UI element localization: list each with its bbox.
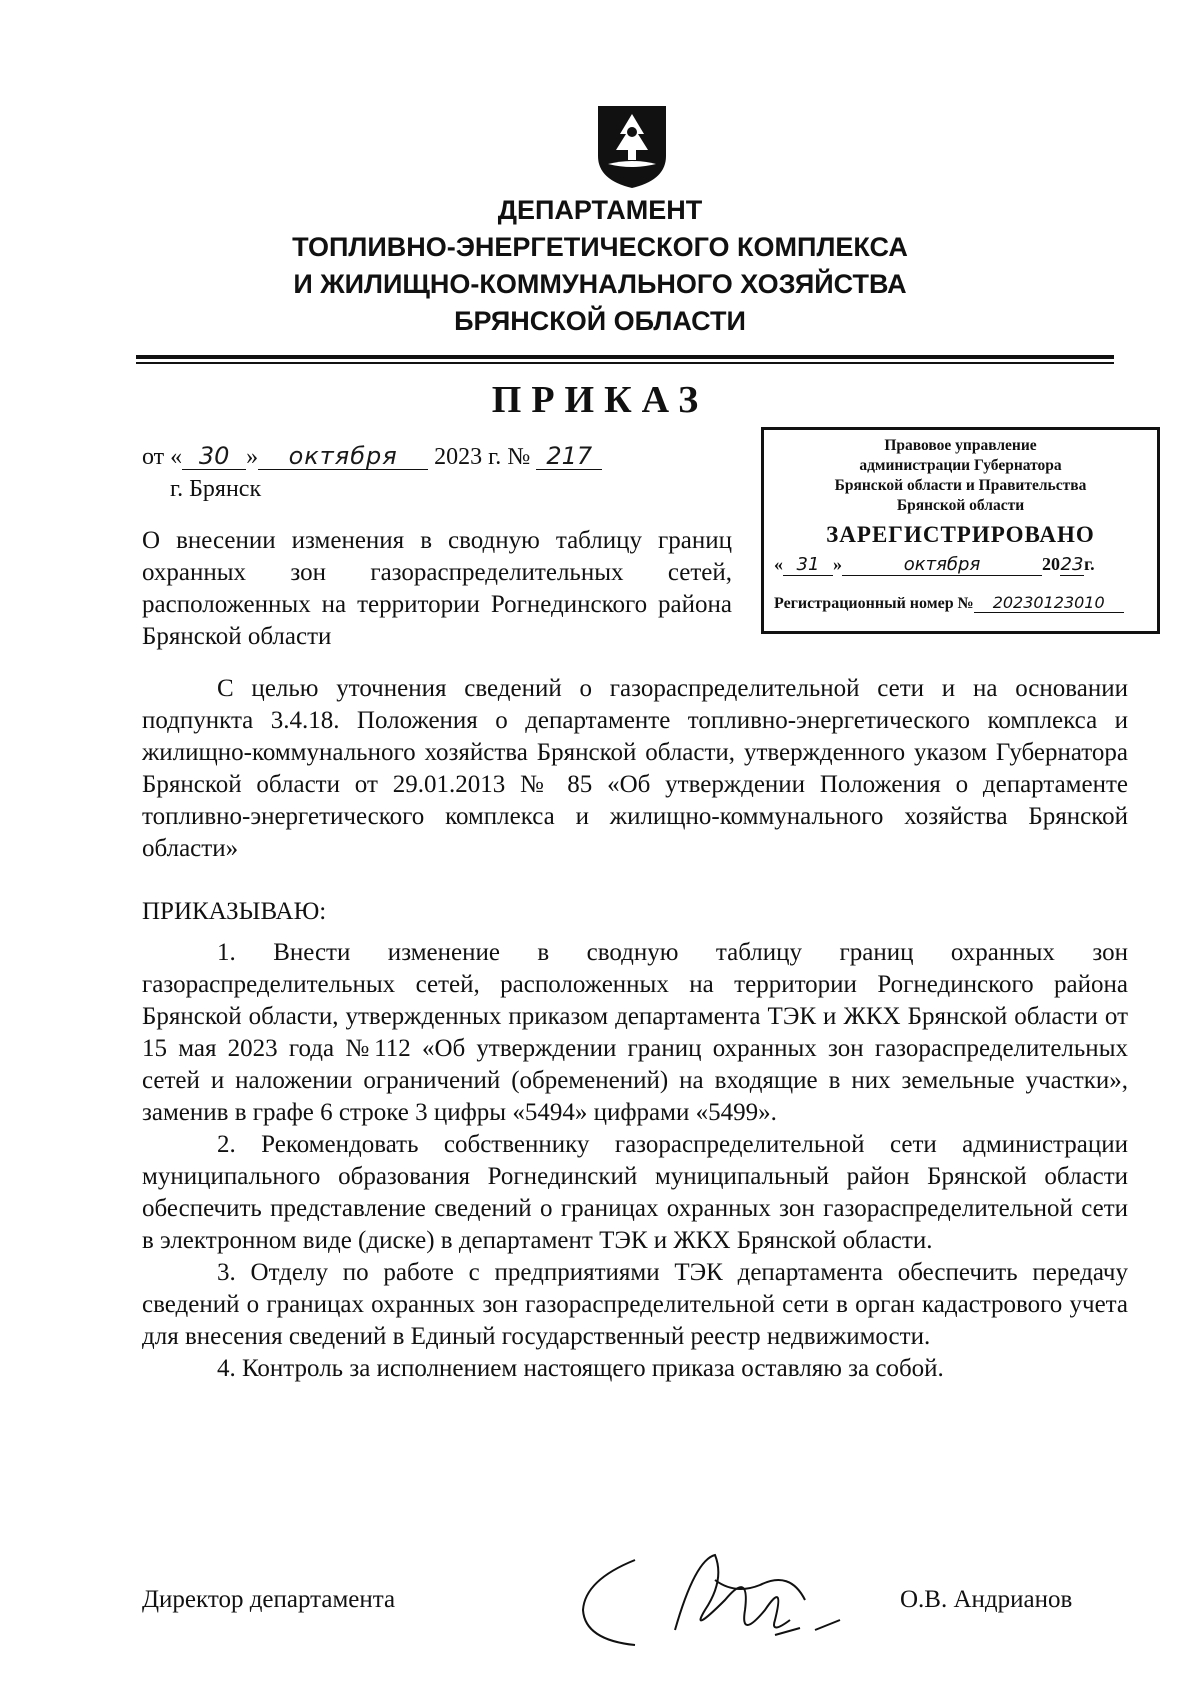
order-city: г. Брянск: [170, 476, 262, 502]
dept-line-4: БРЯНСКОЙ ОБЛАСТИ: [454, 306, 746, 336]
stamp-line-1: Правовое управление: [884, 437, 1037, 454]
order-items: [142, 937, 1128, 1385]
registration-stamp: [761, 427, 1160, 634]
stamp-month: октября: [842, 554, 1042, 576]
handwritten-signature: [575, 1540, 885, 1650]
order-word: ПРИКАЗЫВАЮ:: [142, 898, 327, 925]
order-item-4: 4. Контроль за исполнением настоящего приказа оставляю за собой.: [217, 1355, 944, 1382]
stamp-date-row: [774, 554, 1147, 576]
department-header: [0, 192, 1200, 340]
order-year: 2023 г.: [434, 444, 502, 470]
stamp-line-4: Брянской области: [896, 497, 1025, 514]
stamp-status: ЗАРЕГИСТРИРОВАНО: [826, 522, 1095, 547]
preamble: [142, 673, 1128, 865]
stamp-open-quote: «: [774, 554, 783, 574]
day-close-quote: »: [246, 444, 259, 470]
header-divider-thick: [136, 355, 1114, 359]
stamp-reg-row: [774, 593, 1147, 613]
handwritten-order-number: 217: [536, 443, 602, 470]
stamp-close-quote: »: [833, 554, 842, 574]
stamp-line-3: Брянской области и Правительства: [834, 477, 1087, 494]
number-sign: №: [507, 444, 531, 470]
stamp-year-suffix: 23: [1060, 554, 1084, 575]
order-subject: О внесении изменения в сводную таблицу границ охранных зон газораспределительных сетей, расположенных на территории Рогнединского района Брянской области: [142, 527, 732, 650]
order-item-1: 1. Внести изменение в сводную таблицу границ охранных зон газораспределительных сетей, расположенных на территории Рогнединского района Брянской области, утвержденных приказом департамента ТЭК и ЖКХ Брянской области от 15 мая 2023 года №112 «Об утверждении границ охранных зон газораспределительных сетей и наложении ограничений (обременений) на входящие в них земельные участки», заменив в графе 6 строке 3 цифры «5494» цифрами «5499».: [142, 939, 1128, 1126]
stamp-day: 31: [783, 554, 833, 576]
dept-line-1: ДЕПАРТАМЕНТ: [497, 195, 703, 225]
header-divider-thin: [136, 362, 1114, 364]
coat-of-arms-icon: [594, 104, 670, 190]
stamp-reg-number: 20230123010: [974, 593, 1124, 613]
signer-position: Директор департамента: [142, 1586, 396, 1613]
stamp-year-prefix: 20: [1042, 554, 1060, 574]
order-date-line: [142, 443, 602, 471]
signer-name: О.В. Андрианов: [900, 1586, 1073, 1613]
stamp-reg-label: Регистрационный номер №: [774, 595, 974, 612]
from-prefix: от «: [142, 444, 183, 470]
stamp-line-2: администрации Губернатора: [859, 457, 1062, 474]
handwritten-month: октября: [258, 443, 428, 470]
preamble-text: С целью уточнения сведений о газораспределительной сети и на основании подпункта 3.4.18. Положения о департаменте топливно-энергетического комплекса и жилищно-коммунального хозяйства Брянской области, утвержденного указом Губернатора Брянской области от 29.01.2013 № 85 «Об утверждении Положения о департаменте топливно-энергетического комплекса и жилищно-коммунального хозяйства Брянской области»: [142, 675, 1128, 862]
stamp-year-unit: г.: [1084, 554, 1095, 574]
order-item-3: 3. Отделу по работе с предприятиями ТЭК департамента обеспечить передачу сведений о границах охранных зон газораспределительной сети в орган кадастрового учета для внесения сведений в Единый государственный реестр недвижимости.: [142, 1259, 1128, 1350]
document-type-title: ПРИКАЗ: [491, 379, 709, 421]
handwritten-day: 30: [182, 443, 246, 470]
order-item-2: 2. Рекомендовать собственнику газораспределительной сети администрации муниципального образования Рогнединский муниципальный район Брянской области обеспечить представление сведений о границах охранных зон газораспределительной сети в электронном виде (диске) в департамент ТЭК и ЖКХ Брянской области.: [142, 1131, 1128, 1254]
dept-line-2: ТОПЛИВНО-ЭНЕРГЕТИЧЕСКОГО КОМПЛЕКСА: [292, 232, 908, 262]
dept-line-3: И ЖИЛИЩНО-КОММУНАЛЬНОГО ХОЗЯЙСТВА: [293, 269, 907, 299]
